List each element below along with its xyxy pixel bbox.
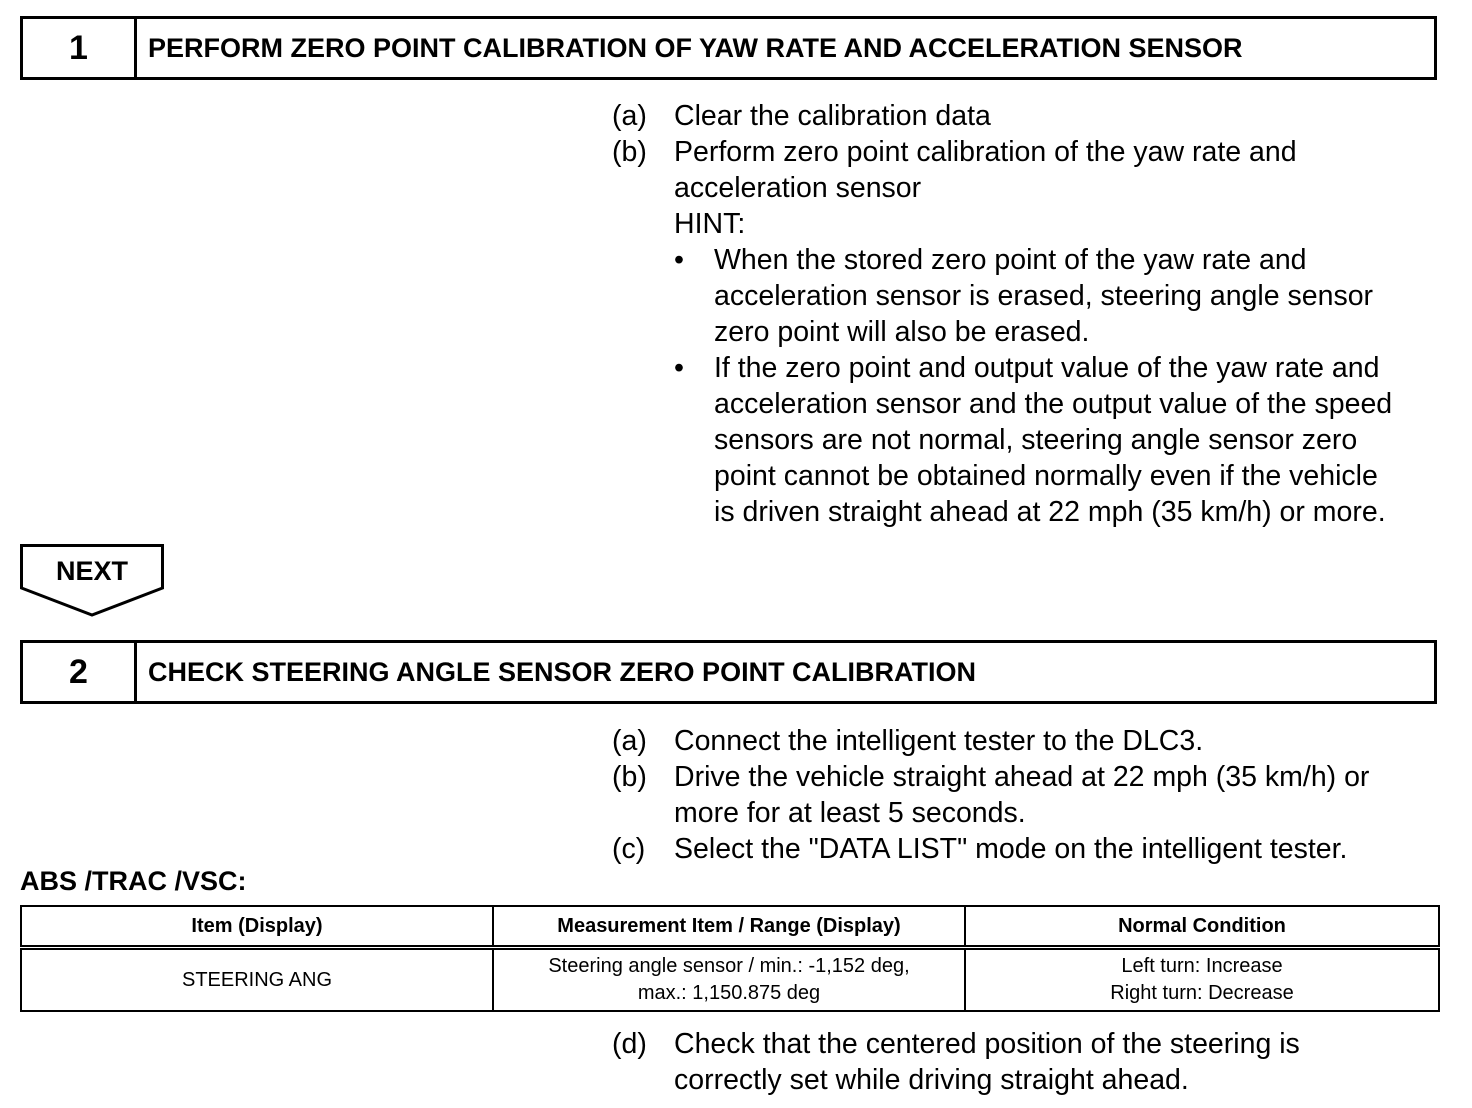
item-label: (b) [612,136,647,168]
item-text: acceleration sensor [674,172,922,204]
item-text: Check that the centered position of the steering is [674,1028,1300,1060]
hint-text: point cannot be obtained normally even if the vehicle [714,460,1378,492]
table-header: Normal Condition [965,906,1439,948]
table-cell-range [493,948,965,1012]
item-label: (a) [612,725,647,757]
hint-text: If the zero point and output value of the yaw rate and [714,352,1380,384]
hint-text: acceleration sensor and the output value of the speed [714,388,1393,420]
cell-line: Left turn: Increase [1121,955,1283,977]
next-label: NEXT [55,556,128,586]
hint-label: HINT: [674,208,746,240]
hint-text: zero point will also be erased. [714,316,1090,348]
step-2-header [20,640,1437,704]
table-cell-item: STEERING ANG [21,948,493,1012]
table-header: Measurement Item / Range (Display) [493,906,965,948]
step-1-title: PERFORM ZERO POINT CALIBRATION OF YAW RATE AND ACCELERATION SENSOR [148,32,1243,63]
data-list-table [20,905,1440,1012]
step-2-title: CHECK STEERING ANGLE SENSOR ZERO POINT CALIBRATION [148,656,977,687]
section-label: ABS /TRAC /VSC: [20,866,247,896]
item-text: Drive the vehicle straight ahead at 22 mph (35 km/h) or [674,761,1370,793]
bullet-icon: • [674,352,684,384]
hint-text: is driven straight ahead at 22 mph (35 km/h) or more. [714,496,1386,528]
item-text: Clear the calibration data [674,100,991,132]
step-2-number: 2 [23,643,137,701]
step-1-header [20,16,1437,80]
item-label: (b) [612,761,647,793]
cell-line: max.: 1,150.875 deg [637,982,821,1004]
table-header-row [21,906,1439,948]
item-text: Perform zero point calibration of the yaw rate and [674,136,1297,168]
item-text: correctly set while driving straight ahead. [674,1064,1189,1096]
item-text: more for at least 5 seconds. [674,797,1026,829]
item-label: (c) [612,833,646,865]
item-text: Select the "DATA LIST" mode on the intelligent tester. [674,833,1348,865]
next-arrow [20,544,166,618]
hint-text: sensors are not normal, steering angle sensor zero [714,424,1358,456]
hint-text: When the stored zero point of the yaw rate and [714,244,1307,276]
table-header: Item (Display) [21,906,493,948]
bullet-icon: • [674,244,684,276]
item-label: (d) [612,1028,647,1060]
item-label: (a) [612,100,647,132]
cell-line: Steering angle sensor / min.: -1,152 deg, [548,955,910,977]
table-cell-condition [965,948,1439,1012]
table-row [21,948,1439,1012]
step-1-number: 1 [23,19,137,77]
cell-line: Right turn: Decrease [1110,982,1294,1004]
item-text: Connect the intelligent tester to the DLC3. [674,725,1204,757]
hint-text: acceleration sensor is erased, steering angle sensor [714,280,1374,312]
